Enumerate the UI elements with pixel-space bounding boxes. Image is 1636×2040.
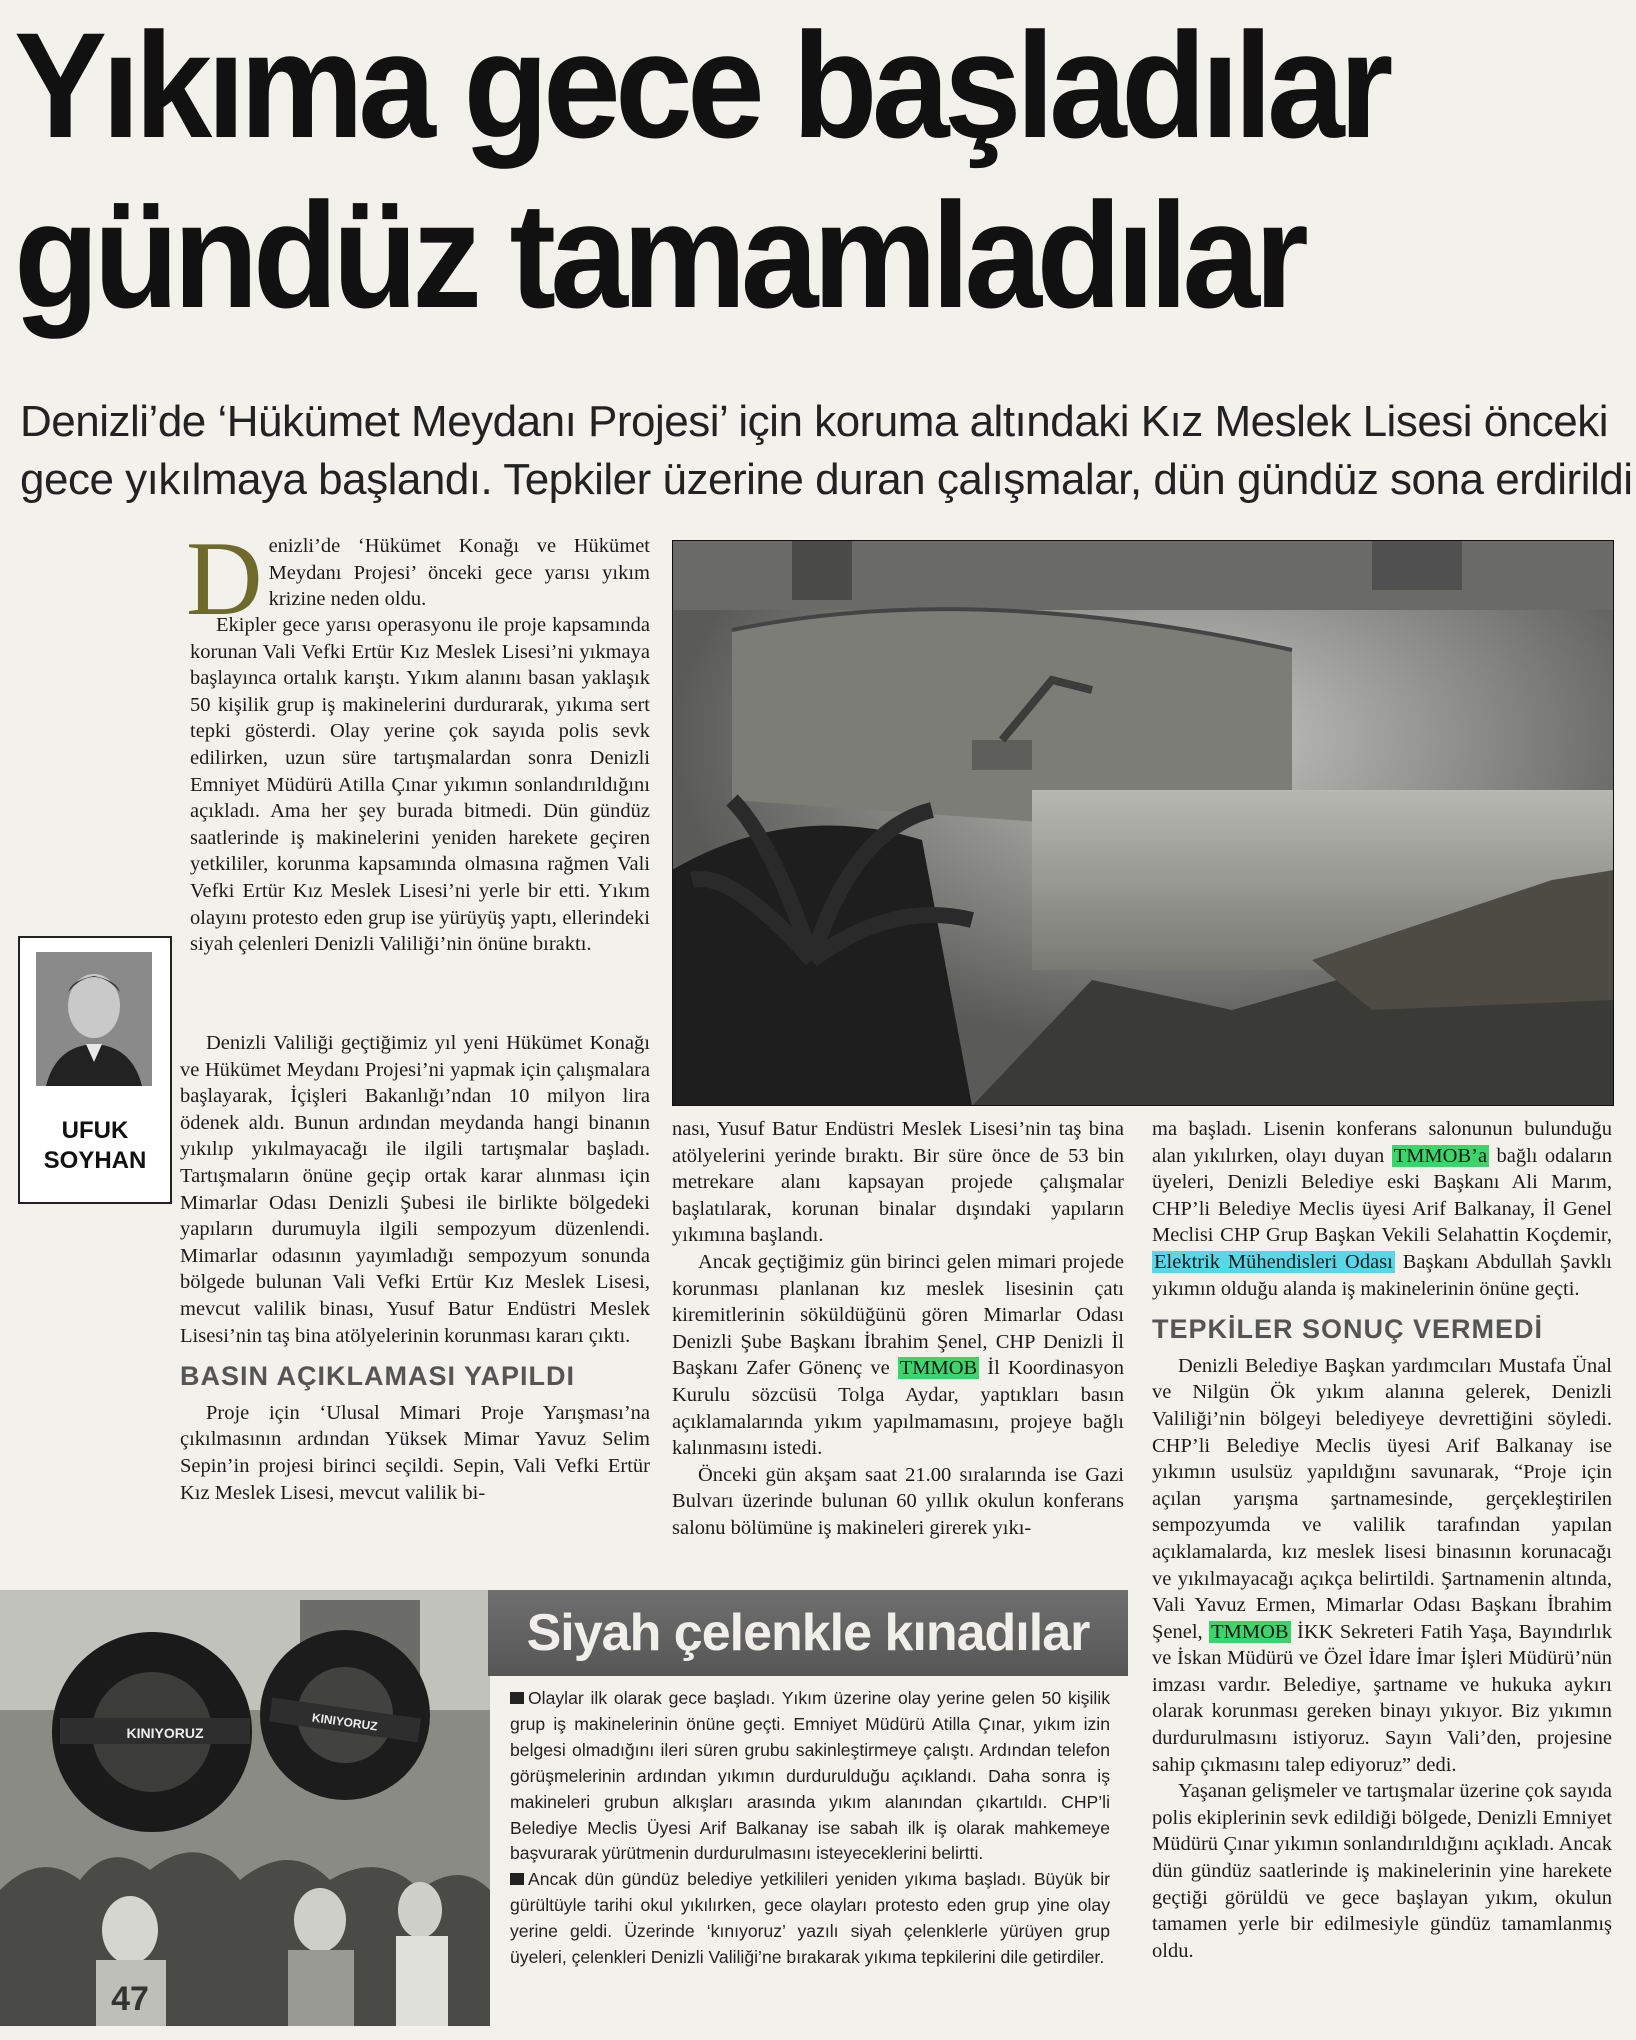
text-span: Başkanı Abdullah Şavklı yıkımın olduğu alanda iş makinelerinin önüne geçti. [1152, 1250, 1612, 1300]
box-paragraph [510, 1867, 1110, 1971]
column-3 [1152, 1116, 1612, 1964]
text-span: İKK Sekreteri Fatih Yaşa, Bayındırlık ve İskan Müdürü ve Özel İdare İmar İşleri Müdürü’nün imzası vardır. Belediye, şartname ve hukuka aykırı olarak korunması gereken binayı yıkıyor. Biz yıkımın durdurulmasını istiyoruz. Sayın Vali’den, projesine sahip çıkmasını talep ediyoruz” dedi. [1152, 1620, 1612, 1776]
paragraph: nası, Yusuf Batur Endüstri Meslek Lisesi’nin taş bina atölyelerini yerinde bıraktı. Bir süre önce de 53 bin metrekare alanı kapsayan projede çalışmalar başlatılarak, korunan binalar dışındaki yapıların yıkımına başlandı. [672, 1118, 1124, 1247]
paragraph [1152, 1116, 1612, 1302]
text-span: İl Koordinasyon Kurulu sözcüsü Tolga Aydar, yaptıkları basın açıklamalarında yıkım yapılmamasını, projeye bağlı kalınmasını istedi. [672, 1357, 1125, 1460]
box-text [510, 1686, 1110, 1971]
square-bullet-icon [510, 1873, 524, 1885]
text-span: Ancak dün gündüz belediye yetkilileri yeniden yıkıma başladı. Büyük bir gürültüyle tarihi okul yıkılırken, gece olayları protesto eden grup yine olay yerine geldi. Üzerinde ‘kınıyoruz’ yazılı siyah çelenklerle yürüyen grup üyeleri, çelenkleri Denizli Valiliği’ne bırakarak yıkıma tepkilerini dile getirdiler. [510, 1869, 1110, 1968]
shirt-number: 47 [111, 1980, 149, 2018]
subhead-basin: BASIN AÇIKLAMASI YAPILDI [180, 1361, 576, 1392]
paragraph [672, 1249, 1124, 1462]
text-span: Olaylar ilk olarak gece başladı. Yıkım üzerine olay yerine gelen 50 kişilik grup iş makinelerinin önüne geçti. Emniyet Müdürü Atilla Çınar, yıkım izin belgesi olmadığını ileri süren grubu sakinleştirmeye çalıştı. Ardından telefon görüşmelerinin ardından yıkımın durdurulduğu açıklandı. Daha sonra iş makineleri grubun alkışları arasında yıkım alanından çıkartıldı. CHP’li Belediye Meclis Üyesi Arif Balkanay ise sabah ilk iş olarak mahkemeye başvurarak yürütmenin durdurulmasını isteyeceklerini belirtti. [510, 1688, 1110, 1864]
paragraph: Önceki gün akşam saat 21.00 sıralarında ise Gazi Bulvarı üzerinde bulunan 60 yıllık okulun konferans salonu bölümüne iş makineleri girerek yıkı- [672, 1463, 1124, 1539]
paragraph: Proje için ‘Ulusal Mimari Proje Yarışması’na çıkılmasının ardından Yüksek Mimar Yavuz Selim Sepin’in projesi birinci seçildi. Sepin, Vali Vefki Ertür Kız Meslek Lisesi, mevcut valilik bi- [180, 1401, 650, 1504]
square-bullet-icon [510, 1692, 524, 1704]
subhead-tepkiler: TEPKİLER SONUÇ VERMEDİ [1152, 1314, 1544, 1345]
text-span: Ancak geçtiğimiz gün birinci gelen mimari projede korunması planlanan kız meslek lisesinin çatı kiremitlerinin söküldüğünü gören Mimarlar Odası Denizli Şube Başkanı İbrahim Şenel, CHP Denizli İl Başkanı Zafer Gönenç ve [672, 1250, 1124, 1380]
wreath-label-2: KINIYORUZ [311, 1710, 379, 1734]
deck-line-2: gece yıkılmaya başlandı. Tepkiler üzerine duran çalışmalar, dün gündüz sona erdirildi [20, 455, 1633, 504]
paragraph: Ekipler gece yarısı operasyonu ile proje kapsamında korunan Vali Vefki Ertür Kız Meslek Lisesi’ni yıkmaya başlayınca ortalık karıştı. Yıkım alanını basan yaklaşık 50 kişilik grup iş makinelerini durdurarak, yıkıma sert tepki gösterdi. Olay yerine çok sayıda polis sevk edilirken, uzun süre tartışmalardan sonra Denizli Emniyet Müdürü Atilla Çınar yıkımın sonlandırıldığını açıkladı. Ama her şey burada bitmedi. Dün gündüz saatlerinde iş makinelerini yeniden harekete geçiren yetkililer, korunma kapsamında olmasına rağmen Vali Vefki Ertür Kız Meslek Lisesi’ni yerle bir etti. Yıkım olayını protesto eden grup ise yürüyüş yaptı, ellerindeki siyah çelenleri Denizli Valiliği’nin önüne bıraktı. [190, 614, 650, 956]
author-box [18, 936, 172, 1204]
column-1-body [190, 612, 650, 958]
headline-line-2: gündüz tamamladılar [14, 171, 1304, 339]
tmmob-highlight: TMMOB [899, 1357, 978, 1380]
paragraph [1152, 1353, 1612, 1779]
box-title: Siyah çelenkle kınadılar [526, 1604, 1090, 1662]
box-paragraph [510, 1686, 1110, 1867]
box-header [488, 1590, 1128, 1676]
text-span: bağlı odaların üyeleri, Denizli Belediye eski Başkanı Ali Marım, CHP’li Belediye Meclis üyesi Arif Balkanay, İl Genel Meclisi CHP Grup Başkan Vekili Selahattin Koçdemir, [1152, 1144, 1613, 1247]
author-photo [36, 952, 152, 1086]
wreath-label-1: KINIYORUZ [126, 1725, 204, 1741]
headline-line-1: Yıkıma gece başladılar [14, 1, 1388, 169]
author-name [20, 1116, 170, 1176]
column-2 [672, 1116, 1124, 1542]
protest-photo [0, 1590, 490, 2026]
tmmob-highlight: TMMOB’a [1393, 1144, 1488, 1167]
intro-text: enizli’de ‘Hükümet Konağı ve Hükümet Meydanı Projesi’ önceki gece yarısı yıkım krizine neden oldu. [268, 535, 650, 611]
column-1-lower [180, 1030, 650, 1506]
text-span: Denizli Belediye Başkan yardımcıları Mustafa Ünal ve Nilgün Ök yıkım alanına gelerek, Denizli Valiliği’nin bölgeyi belediyeye devrettiğini söyledi. CHP’li Belediye Meclis üyesi Arif Balkanay ise yıkımın usulsüz yapıldığını savunarak, “Proje için açılan yarışma şartnamesinde, gerçekleştirilen sempozyumda ve valilik tarafından yapılan açıklamalarda, kız meslek lisesi binasının korunacağı ve yıkılmayacağı açıkça belirtildi. Şartnamenin altında, Vali Yavuz Ermen, Mimarlar Odası Başkanı İbrahim Şenel, [1152, 1354, 1612, 1643]
column-1 [186, 520, 650, 637]
deck [20, 393, 1633, 509]
emo-highlight: Elektrik Mühendisleri Odası [1154, 1250, 1393, 1273]
paragraph: Yaşanan gelişmeler ve tartışmalar üzerine çok sayıda polis ekiplerinin sevk edildiği bölgede, Denizli Emniyet Müdürü Çınar yıkımın sonlandırıldığını açıkladı. Ancak dün gündüz saatlerinde iş makinelerinin yine harekete geçtiği görüldü ve gece başlayan yıkım, okulun tamamen yerle bir edilmesiyle gündüz tamamlanmış oldu. [1152, 1780, 1612, 1962]
deck-line-1: Denizli’de ‘Hükümet Meydanı Projesi’ için koruma altındaki Kız Meslek Lisesi önceki [20, 397, 1608, 446]
intro-paragraph [186, 520, 650, 637]
text-span: ma başladı. Lisenin konferans salonunun bulunduğu alan yıkılırken, olayı duyan [1152, 1118, 1612, 1167]
author-last-name: SOYHAN [43, 1147, 147, 1174]
tmmob-highlight: TMMOB [1211, 1620, 1289, 1643]
drop-cap: D [186, 520, 263, 637]
author-first-name: UFUK [61, 1117, 129, 1144]
paragraph: Denizli Valiliği geçtiğimiz yıl yeni Hükümet Konağı ve Hükümet Meydanı Projesi’ni yapmak için çalışmalara başlayarak, İçişleri Bakanlığı’ndan 10 milyon lira ödenek aldı. Bunun ardından meydanda hangi binanın yıkılıp yıkılmayacağı ile ilgili tartışmalar başladı. Tartışmaların önüne geçip ortak karar alınması için Mimarlar Odası Denizli Şubesi ile birlikte bölgedeki yapıların durumuyla ilgili sempozyum düzenlendi. Mimarlar odasının yayımladığı sempozyum sonunda bölgede bulunan Vali Vefki Ertür Kız Meslek Lisesi, mevcut valilik binası, Yusuf Batur Endüstri Meslek Lisesi’nin taş bina atölyelerinin korunması kararı çıktı. [180, 1032, 650, 1347]
headline [14, 0, 1511, 340]
demolition-photo [672, 540, 1614, 1106]
